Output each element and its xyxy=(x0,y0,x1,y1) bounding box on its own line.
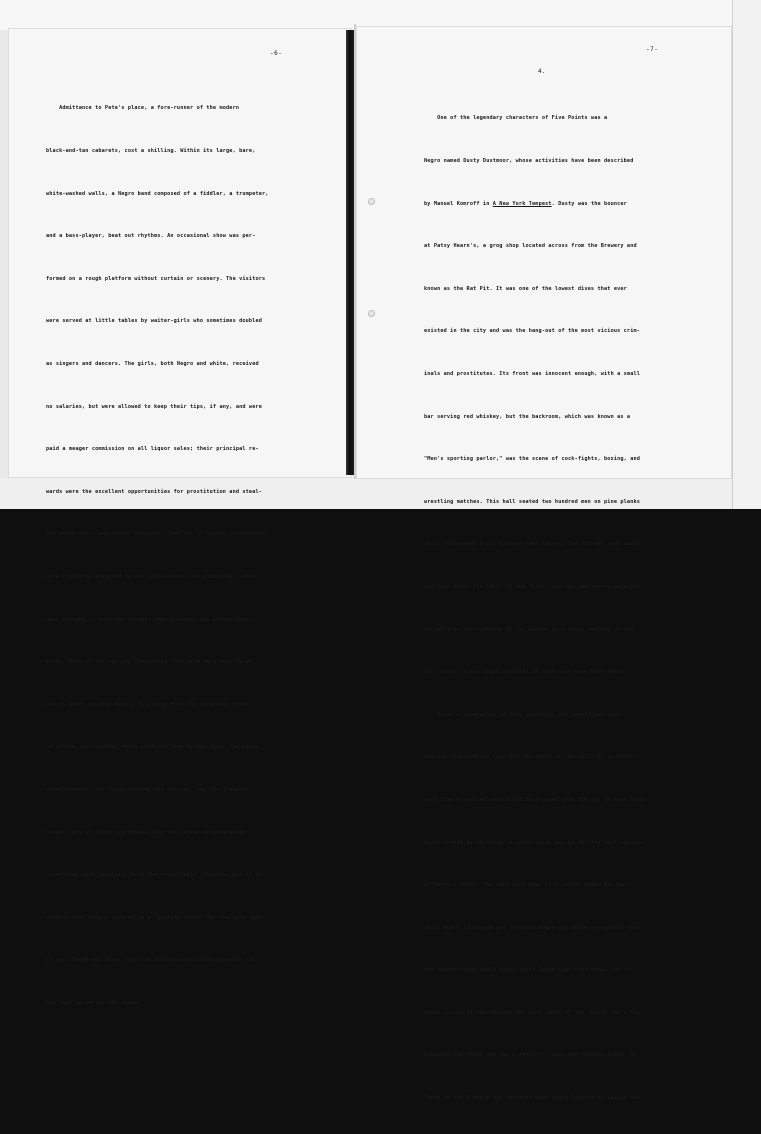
text-line: more than a hundred rats would be dropped into the pit to have their xyxy=(424,796,647,803)
text-line: wards were the excellent opportunities for prostitution and steal- xyxy=(46,488,263,495)
text-line: backs broken by terriers--a sport which was by far the most popular xyxy=(424,839,644,846)
text-line: lived in the Brewery and retained what might loosely be called his xyxy=(424,1095,641,1102)
text-line: no salaries, but were allowed to keep their tips, if any, and were xyxy=(46,403,263,410)
text-line: of uptown surroundings which confined them to the nice. The bawdy xyxy=(46,744,259,751)
text-line: were served at little tables by waiter-girls who sometimes doubled xyxy=(46,318,263,325)
text-line: were regularly attached to the dance-house, and additional women xyxy=(46,573,256,580)
text-line: formed on a rough platform without curtain or scenery. The visitors xyxy=(46,275,266,282)
text-line-with-title xyxy=(424,197,647,211)
text-line: which surrounded a pit fifteen feet square. The pit was sunk about xyxy=(424,541,641,548)
left-page-number: -6- xyxy=(270,50,283,57)
text-line: Dusty's reputation in this community was identified with xyxy=(424,711,621,718)
text-line: brawls, all of which overflowed into the better neighborhoods, xyxy=(46,829,249,836)
text-line: as singers and dancers. The girls, both Negro and white, received xyxy=(46,360,259,367)
text-line: and no doubt visited Pete's to escape from the puritanic strain xyxy=(46,701,253,708)
text-line: bar serving red whiskey, but the backroom, which was known as a xyxy=(424,413,631,420)
text-line: which had a tin-lined pen in which Negro and white youngsters from xyxy=(424,924,641,931)
text-line: existed in the city and was the hang-out of the most vicious crim- xyxy=(424,328,641,335)
right-page-body xyxy=(424,83,647,1134)
right-page-number: -7- xyxy=(646,46,659,53)
text-line: tected from the violence in its center by a heavy railing on its xyxy=(424,626,634,633)
text-line: were brought in from the streets when business was exceptionally xyxy=(46,616,256,623)
text-line: by Manuel Komroff in A New York Tempest. Dusty was the bouncer xyxy=(424,200,627,207)
text-line: was shut up during the summer. xyxy=(46,999,145,1006)
text-line: One of the legendary characters of Five Points was a xyxy=(424,115,608,122)
text-line: paid a meager commission on all liquor sales; their principal re- xyxy=(46,446,259,453)
text-line: wrestling matches. This hall seated two hundred men on pine planks xyxy=(424,498,641,505)
book-title: A New York Tempest xyxy=(492,200,552,207)
text-line: occasioned much complaint from the respectable citizens. But it is xyxy=(46,872,263,879)
text-line: it was closed was when, like the aristocratic establishments, it xyxy=(46,957,256,964)
text-line: evident that Pete's catered to a "quality trade" for the only time xyxy=(46,914,263,921)
text-line: overpowering tough who was a match for rats and rowdies alike. He xyxy=(424,1052,637,1059)
section-number: 4. xyxy=(538,68,546,75)
punch-hole xyxy=(368,198,375,205)
scan-right-edge xyxy=(732,0,761,509)
text-line: his job of preparing rats for the sport of rat-killing, in which xyxy=(424,754,634,761)
binding-gutter xyxy=(346,30,354,475)
text-line: ceive a swig of red whiskey for each catch of ten. Dusty was a big, xyxy=(424,1009,644,1016)
text-line: "Men's sporting parlor," was the scene of cock-fights, boxing, and xyxy=(424,456,641,463)
text-line: white-washed walls, a Negro band composed of a fiddler, a trumpeter, xyxy=(46,190,269,197)
text-line: Admittance to Pete's place, a fore-runner of the modern xyxy=(46,105,240,112)
text-line: at Patsy Hearn's, a grog shop located across from the Brewery and xyxy=(424,243,637,250)
text-line: two feet below the level of the floor, and the spectators were pro- xyxy=(424,583,644,590)
text-line: and a bass-player, beat out rhythms. An occasional show was per- xyxy=(46,233,256,240)
text-line: inals and prostitutes. Its front was innocent enough, with a small xyxy=(424,370,641,377)
left-page xyxy=(8,28,352,1006)
text-line: ing which their employment afforded. From ten to twenty prostitutes xyxy=(46,531,266,538)
punch-hole xyxy=(368,310,375,317)
text-line: known as the Rat Pit. It was one of the lowest dives that ever xyxy=(424,285,627,292)
text-line: the neighborhood would empty their large cage-like traps and re- xyxy=(424,967,634,974)
text-line: rim. Almost every night contests of some sort were held there. xyxy=(424,669,627,676)
text-line: at Patsy's joint. The rats were kept in a cellar under the hall, xyxy=(424,882,634,889)
text-line: entertainment, the rowdy singing and dancing, and the frequent xyxy=(46,786,249,793)
text-line: black-and-tan cabarets, cost a shilling. Within its large, bare, xyxy=(46,148,256,154)
left-page-body xyxy=(46,73,269,1038)
text-line: Negro named Dusty Dustmoor, whose activities have been described xyxy=(424,158,634,164)
right-page xyxy=(356,26,732,1102)
text-line: brisk. Most of the men who frequented this dive were well-to-do, xyxy=(46,659,256,666)
